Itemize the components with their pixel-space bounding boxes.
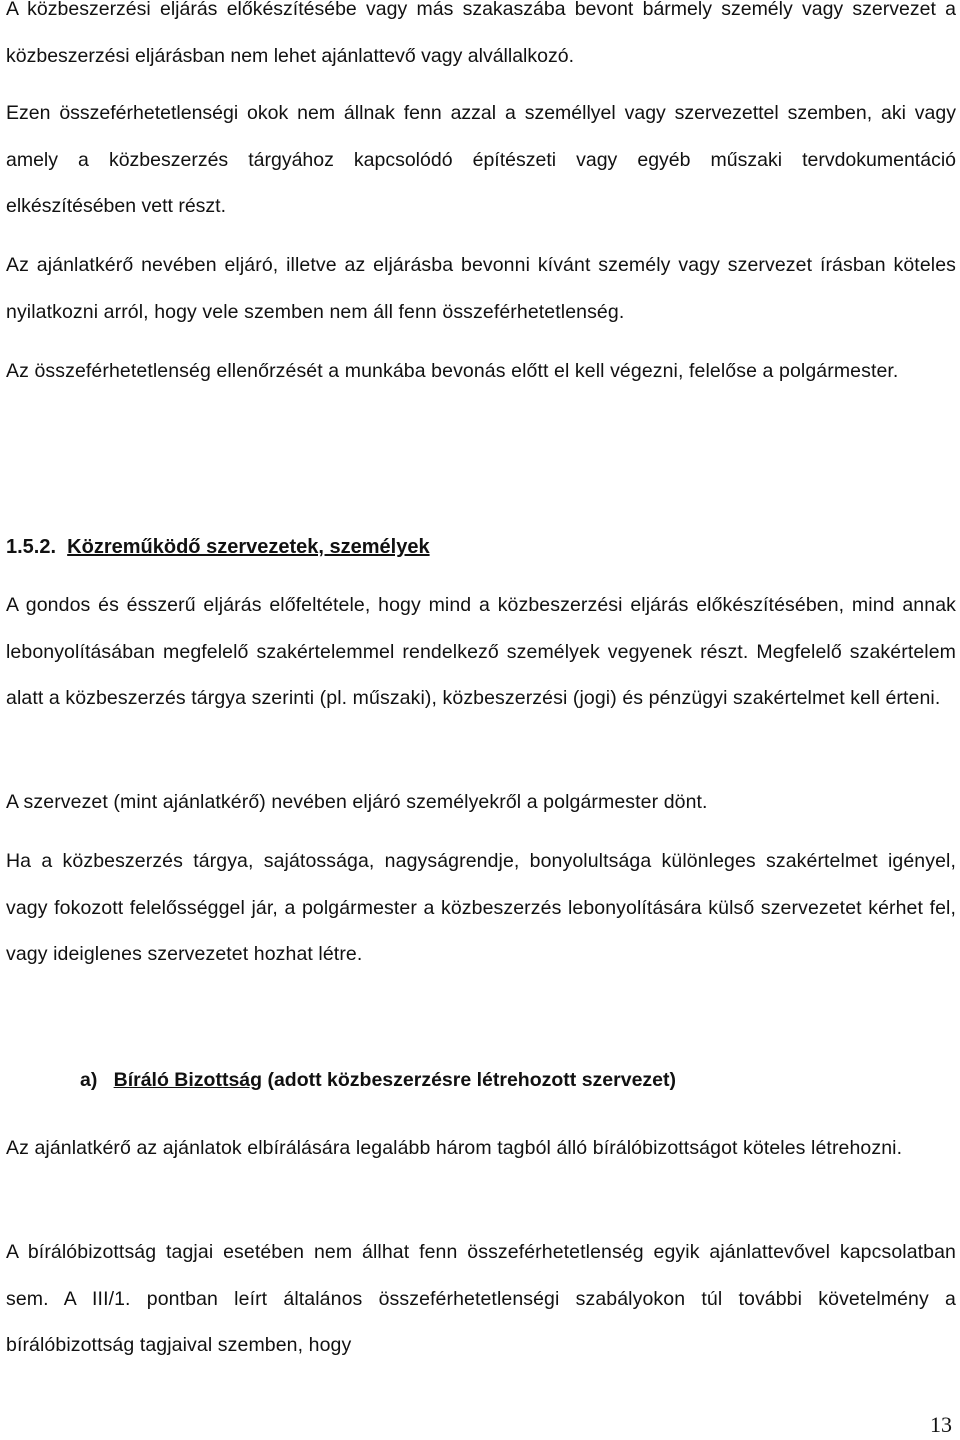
section-heading (6, 532, 430, 562)
paragraph-2: Ezen összeférhetetlenségi okok nem állnak fenn azzal a személlyel vagy szervezettel szemben, aki vagy amely a közbeszerzés tárgyához kapcsolódó építészeti vagy egyéb műszaki tervdokumentáció elkészítésében vett részt. (6, 102, 956, 217)
subheading (80, 1065, 676, 1095)
paragraph-3: Az ajánlatkérő nevében eljáró, illetve az eljárásba bevonni kívánt személy vagy szervezet írásban köteles nyilatkozni arról, hogy vele szemben nem áll fenn összeférhetetlenség. (6, 254, 956, 323)
paragraph-9: A bírálóbizottság tagjai esetében nem állhat fenn összeférhetetlenség egyik ajánlattevővel kapcsolatban sem. A III/1. pontban leírt általános összeférhetetlenségi szabályokon túl további követelmény a bírálóbizottság tagjaival szemben, hogy (6, 1241, 956, 1356)
paragraph-1: A közbeszerzési eljárás előkészítésébe vagy más szakaszába bevont bármely személy vagy szervezet a közbeszerzési eljárásban nem lehet ajánlattevő vagy alvállalkozó. (6, 0, 956, 67)
paragraph-4: Az összeférhetetlenség ellenőrzését a munkába bevonás előtt el kell végezni, felelőse a polgármester. (6, 360, 899, 382)
subheading-note: (adott közbeszerzésre létrehozott szervezet) (267, 1069, 676, 1091)
section-number: 1.5.2. (6, 536, 57, 558)
paragraph-6: A szervezet (mint ajánlatkérő) nevében eljáró személyekről a polgármester dönt. (6, 791, 708, 813)
subheading-title: Bíráló Bizottság (113, 1069, 263, 1091)
paragraph-8: Az ajánlatkérő az ajánlatok elbírálására legalább három tagból álló bírálóbizottságot köteles létrehozni. (6, 1137, 903, 1159)
paragraph-5: A gondos és ésszerű eljárás előfeltétele, hogy mind a közbeszerzési eljárás előkészítésében, mind annak lebonyolításában megfelelő szakértelemmel rendelkező személyek vegyenek részt. Megfelelő szakértelem alatt a közbeszerzés tárgya szerinti (pl. műszaki), közbeszerzési (jogi) és pénzügyi szakértelmet kell érteni. (6, 594, 956, 709)
subheading-marker: a) (80, 1069, 98, 1091)
section-title: Közreműködő szervezetek, személyek (67, 536, 430, 558)
page-number: 13 (930, 1412, 952, 1437)
paragraph-7: Ha a közbeszerzés tárgya, sajátossága, nagyságrendje, bonyolultsága különleges szakértelmet igényel, vagy fokozott felelősséggel jár, a polgármester a közbeszerzés lebonyolítására külső szervezetet kérhet fel, vagy ideiglenes szervezetet hozhat létre. (6, 850, 956, 965)
